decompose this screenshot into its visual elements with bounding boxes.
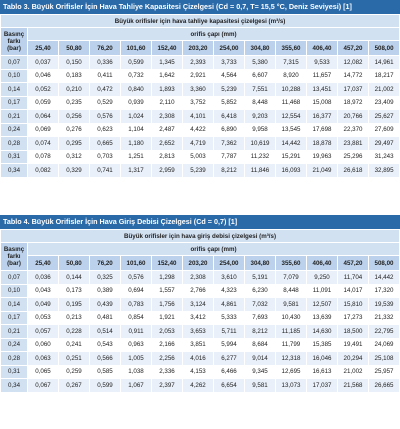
- column-header: 203,20: [183, 256, 214, 271]
- value-cell: 18,500: [338, 325, 369, 339]
- value-cell: 12,318: [276, 352, 307, 366]
- pressure-cell: 0,31: [1, 150, 28, 164]
- value-cell: 20,294: [338, 352, 369, 366]
- value-cell: 0,228: [59, 325, 90, 339]
- value-cell: 7,032: [245, 298, 276, 312]
- value-cell: 5,711: [214, 325, 245, 339]
- value-cell: 21,002: [338, 365, 369, 379]
- table-row: [1, 284, 400, 298]
- value-cell: 0,036: [28, 271, 59, 285]
- value-cell: 0,150: [59, 56, 90, 70]
- column-header: 304,80: [245, 41, 276, 56]
- value-cell: 7,315: [276, 56, 307, 70]
- value-cell: 2,308: [152, 110, 183, 124]
- value-cell: 0,963: [121, 338, 152, 352]
- table-caption: Tablo 4. Büyük Orifisler İçin Hava Giriş Debisi Çizelgesi (Cd = 0,7) [1]: [0, 215, 400, 229]
- value-cell: 3,851: [183, 338, 214, 352]
- value-cell: 0,074: [28, 137, 59, 151]
- column-header: 355,60: [276, 256, 307, 271]
- value-cell: 0,057: [28, 325, 59, 339]
- value-cell: 21,002: [369, 83, 400, 97]
- value-cell: 9,345: [245, 365, 276, 379]
- value-cell: 1,921: [152, 311, 183, 325]
- value-cell: 0,911: [121, 325, 152, 339]
- column-header: 25,40: [28, 256, 59, 271]
- table-row: [1, 271, 400, 285]
- column-header: 457,20: [338, 41, 369, 56]
- value-cell: 10,430: [276, 311, 307, 325]
- value-cell: 0,312: [59, 150, 90, 164]
- value-cell: 1,756: [152, 298, 183, 312]
- value-cell: 14,017: [338, 284, 369, 298]
- value-cell: 0,060: [28, 338, 59, 352]
- value-cell: 24,069: [369, 338, 400, 352]
- value-cell: 15,810: [338, 298, 369, 312]
- value-cell: 2,959: [152, 164, 183, 178]
- value-cell: 0,585: [90, 365, 121, 379]
- value-cell: 4,016: [183, 352, 214, 366]
- value-cell: 0,241: [59, 338, 90, 352]
- value-cell: 5,003: [183, 150, 214, 164]
- value-cell: 11,232: [245, 150, 276, 164]
- column-header: 355,60: [276, 41, 307, 56]
- value-cell: 0,623: [90, 123, 121, 137]
- value-cell: 1,180: [121, 137, 152, 151]
- value-cell: 15,385: [307, 338, 338, 352]
- value-cell: 18,878: [307, 137, 338, 151]
- value-cell: 12,695: [276, 365, 307, 379]
- table-row: [1, 325, 400, 339]
- value-cell: 0,389: [90, 284, 121, 298]
- value-cell: 21,049: [307, 164, 338, 178]
- value-cell: 0,043: [28, 284, 59, 298]
- value-cell: 3,360: [183, 83, 214, 97]
- value-cell: 17,037: [307, 379, 338, 393]
- value-cell: 3,412: [183, 311, 214, 325]
- pressure-cell: 0,17: [1, 96, 28, 110]
- air-discharge-table: [0, 14, 400, 178]
- pressure-cell: 0,10: [1, 284, 28, 298]
- pressure-cell: 0,10: [1, 69, 28, 83]
- column-header: 50,80: [59, 256, 90, 271]
- value-cell: 16,046: [307, 352, 338, 366]
- value-cell: 0,840: [121, 83, 152, 97]
- table-row: [1, 352, 400, 366]
- pressure-cell: 0,21: [1, 110, 28, 124]
- value-cell: 9,533: [307, 56, 338, 70]
- value-cell: 10,288: [276, 83, 307, 97]
- value-cell: 19,539: [369, 298, 400, 312]
- value-cell: 6,418: [214, 110, 245, 124]
- column-header: 254,00: [214, 256, 245, 271]
- value-cell: 0,267: [59, 379, 90, 393]
- value-cell: 4,101: [183, 110, 214, 124]
- value-cell: 9,250: [307, 271, 338, 285]
- value-cell: 0,173: [59, 284, 90, 298]
- column-header: 203,20: [183, 41, 214, 56]
- pressure-cell: 0,14: [1, 298, 28, 312]
- value-cell: 7,787: [214, 150, 245, 164]
- value-cell: 14,630: [307, 325, 338, 339]
- column-headers: [1, 256, 400, 271]
- value-cell: 0,251: [59, 352, 90, 366]
- value-cell: 1,298: [152, 271, 183, 285]
- pressure-cell: 0,07: [1, 271, 28, 285]
- value-cell: 0,259: [59, 365, 90, 379]
- value-cell: 5,239: [183, 164, 214, 178]
- value-cell: 0,325: [90, 271, 121, 285]
- value-cell: 0,472: [90, 83, 121, 97]
- value-cell: 15,291: [276, 150, 307, 164]
- value-cell: 6,230: [245, 284, 276, 298]
- column-header: 152,40: [152, 41, 183, 56]
- value-cell: 2,166: [152, 338, 183, 352]
- value-cell: 7,362: [214, 137, 245, 151]
- table-row: [1, 137, 400, 151]
- row-header-pressure: Basınç farkı (bar): [1, 28, 28, 56]
- value-cell: 23,409: [369, 96, 400, 110]
- value-cell: 1,893: [152, 83, 183, 97]
- value-cell: 6,654: [214, 379, 245, 393]
- value-cell: 2,336: [152, 365, 183, 379]
- value-cell: 14,442: [276, 137, 307, 151]
- value-cell: 12,082: [338, 56, 369, 70]
- value-cell: 31,243: [369, 150, 400, 164]
- value-cell: 2,308: [183, 271, 214, 285]
- value-cell: 0,703: [90, 150, 121, 164]
- value-cell: 7,693: [245, 311, 276, 325]
- column-header: 406,40: [307, 256, 338, 271]
- value-cell: 8,920: [276, 69, 307, 83]
- value-cell: 6,890: [214, 123, 245, 137]
- value-cell: 0,543: [90, 338, 121, 352]
- value-cell: 21,332: [369, 311, 400, 325]
- column-header: 50,80: [59, 41, 90, 56]
- value-cell: 0,939: [121, 96, 152, 110]
- value-cell: 11,704: [338, 271, 369, 285]
- value-cell: 14,772: [338, 69, 369, 83]
- value-cell: 9,958: [245, 123, 276, 137]
- table-row: [1, 150, 400, 164]
- value-cell: 4,719: [183, 137, 214, 151]
- value-cell: 19,491: [338, 338, 369, 352]
- pressure-cell: 0,31: [1, 365, 28, 379]
- value-cell: 9,581: [276, 298, 307, 312]
- value-cell: 8,448: [245, 96, 276, 110]
- value-cell: 0,665: [90, 137, 121, 151]
- value-cell: 0,439: [90, 298, 121, 312]
- value-cell: 13,451: [307, 83, 338, 97]
- value-cell: 18,972: [338, 96, 369, 110]
- value-cell: 0,053: [28, 311, 59, 325]
- pressure-cell: 0,34: [1, 164, 28, 178]
- table-row: [1, 298, 400, 312]
- pressure-cell: 0,34: [1, 379, 28, 393]
- value-cell: 0,411: [90, 69, 121, 83]
- pressure-cell: 0,24: [1, 338, 28, 352]
- value-cell: 5,239: [214, 83, 245, 97]
- air-discharge-table-block: [0, 0, 400, 178]
- value-cell: 14,442: [369, 271, 400, 285]
- table-row: [1, 338, 400, 352]
- pressure-cell: 0,07: [1, 56, 28, 70]
- column-header: 101,60: [121, 41, 152, 56]
- value-cell: 1,557: [152, 284, 183, 298]
- column-header: 304,80: [245, 256, 276, 271]
- value-cell: 10,619: [245, 137, 276, 151]
- value-cell: 2,813: [152, 150, 183, 164]
- value-cell: 0,064: [28, 110, 59, 124]
- value-cell: 5,380: [245, 56, 276, 70]
- value-cell: 3,752: [183, 96, 214, 110]
- value-cell: 2,487: [152, 123, 183, 137]
- value-cell: 2,256: [152, 352, 183, 366]
- value-cell: 0,052: [28, 83, 59, 97]
- value-cell: 13,639: [307, 311, 338, 325]
- value-cell: 6,466: [214, 365, 245, 379]
- value-cell: 0,065: [28, 365, 59, 379]
- value-cell: 4,422: [183, 123, 214, 137]
- pressure-cell: 0,21: [1, 325, 28, 339]
- value-cell: 0,183: [59, 69, 90, 83]
- value-cell: 14,961: [369, 56, 400, 70]
- table-row: [1, 123, 400, 137]
- table-row: [1, 69, 400, 83]
- pressure-cell: 0,24: [1, 123, 28, 137]
- value-cell: 22,370: [338, 123, 369, 137]
- value-cell: 5,333: [214, 311, 245, 325]
- value-cell: 21,568: [338, 379, 369, 393]
- value-cell: 1,317: [121, 164, 152, 178]
- value-cell: 25,108: [369, 352, 400, 366]
- value-cell: 20,766: [338, 110, 369, 124]
- value-cell: 0,144: [59, 271, 90, 285]
- value-cell: 0,059: [28, 96, 59, 110]
- value-cell: 17,320: [369, 284, 400, 298]
- value-cell: 0,235: [59, 96, 90, 110]
- value-cell: 13,545: [276, 123, 307, 137]
- value-cell: 0,576: [121, 271, 152, 285]
- value-cell: 0,063: [28, 352, 59, 366]
- value-cell: 32,895: [369, 164, 400, 178]
- value-cell: 0,037: [28, 56, 59, 70]
- value-cell: 4,861: [214, 298, 245, 312]
- value-cell: 2,921: [183, 69, 214, 83]
- value-cell: 1,345: [152, 56, 183, 70]
- column-header: 101,60: [121, 256, 152, 271]
- value-cell: 1,251: [121, 150, 152, 164]
- value-cell: 2,766: [183, 284, 214, 298]
- value-cell: 4,262: [183, 379, 214, 393]
- value-cell: 12,554: [276, 110, 307, 124]
- value-cell: 7,551: [245, 83, 276, 97]
- value-cell: 0,566: [90, 352, 121, 366]
- column-header: 25,40: [28, 41, 59, 56]
- table-row: [1, 96, 400, 110]
- value-cell: 26,665: [369, 379, 400, 393]
- value-cell: 1,067: [121, 379, 152, 393]
- column-header: 406,40: [307, 41, 338, 56]
- value-cell: 3,124: [183, 298, 214, 312]
- value-cell: 1,038: [121, 365, 152, 379]
- value-cell: 0,854: [121, 311, 152, 325]
- value-cell: 0,046: [28, 69, 59, 83]
- air-inflow-table: [0, 229, 400, 393]
- value-cell: 0,694: [121, 284, 152, 298]
- value-cell: 18,217: [369, 69, 400, 83]
- value-cell: 0,082: [28, 164, 59, 178]
- table-row: [1, 56, 400, 70]
- table-body: [1, 271, 400, 393]
- value-cell: 9,203: [245, 110, 276, 124]
- table-row: [1, 164, 400, 178]
- value-cell: 4,564: [214, 69, 245, 83]
- value-cell: 9,014: [245, 352, 276, 366]
- row-header-pressure: Basınç farkı (bar): [1, 243, 28, 271]
- table-row: [1, 83, 400, 97]
- value-cell: 3,610: [214, 271, 245, 285]
- value-cell: 0,599: [121, 56, 152, 70]
- value-cell: 2,397: [152, 379, 183, 393]
- table-row: [1, 311, 400, 325]
- table-row: [1, 365, 400, 379]
- value-cell: 16,093: [276, 164, 307, 178]
- value-cell: 8,448: [276, 284, 307, 298]
- value-cell: 5,852: [214, 96, 245, 110]
- value-cell: 16,613: [307, 365, 338, 379]
- value-cell: 9,581: [245, 379, 276, 393]
- value-cell: 4,153: [183, 365, 214, 379]
- air-inflow-table-block: [0, 215, 400, 393]
- col-group-header: orifis çapı (mm): [28, 243, 400, 256]
- column-header: 457,20: [338, 256, 369, 271]
- value-cell: 19,963: [307, 150, 338, 164]
- value-cell: 0,481: [90, 311, 121, 325]
- value-cell: 25,627: [369, 110, 400, 124]
- value-cell: 25,957: [369, 365, 400, 379]
- value-cell: 29,497: [369, 137, 400, 151]
- value-cell: 23,881: [338, 137, 369, 151]
- value-cell: 6,277: [214, 352, 245, 366]
- value-cell: 0,514: [90, 325, 121, 339]
- value-cell: 11,468: [276, 96, 307, 110]
- column-header: 508,00: [369, 41, 400, 56]
- value-cell: 0,741: [90, 164, 121, 178]
- column-headers: [1, 41, 400, 56]
- value-cell: 17,698: [307, 123, 338, 137]
- pressure-cell: 0,28: [1, 137, 28, 151]
- value-cell: 1,104: [121, 123, 152, 137]
- column-header: 508,00: [369, 256, 400, 271]
- value-cell: 6,607: [245, 69, 276, 83]
- value-cell: 11,799: [276, 338, 307, 352]
- value-cell: 13,073: [276, 379, 307, 393]
- value-cell: 0,336: [90, 56, 121, 70]
- column-header: 254,00: [214, 41, 245, 56]
- value-cell: 8,212: [214, 164, 245, 178]
- value-cell: 27,609: [369, 123, 400, 137]
- pressure-cell: 0,28: [1, 352, 28, 366]
- value-cell: 2,053: [152, 325, 183, 339]
- value-cell: 5,191: [245, 271, 276, 285]
- value-cell: 0,069: [28, 123, 59, 137]
- value-cell: 11,091: [307, 284, 338, 298]
- column-header: 76,20: [90, 41, 121, 56]
- pressure-cell: 0,14: [1, 83, 28, 97]
- table-body: [1, 56, 400, 178]
- value-cell: 0,529: [90, 96, 121, 110]
- value-cell: 0,295: [59, 137, 90, 151]
- value-cell: 0,210: [59, 83, 90, 97]
- pressure-cell: 0,17: [1, 311, 28, 325]
- value-cell: 0,213: [59, 311, 90, 325]
- value-cell: 0,067: [28, 379, 59, 393]
- value-cell: 1,642: [152, 69, 183, 83]
- value-cell: 0,276: [59, 123, 90, 137]
- value-cell: 0,576: [90, 110, 121, 124]
- value-cell: 1,005: [121, 352, 152, 366]
- column-header: 152,40: [152, 256, 183, 271]
- value-cell: 0,256: [59, 110, 90, 124]
- table-row: [1, 379, 400, 393]
- value-cell: 0,049: [28, 298, 59, 312]
- value-cell: 15,008: [307, 96, 338, 110]
- value-cell: 5,994: [214, 338, 245, 352]
- value-cell: 26,618: [338, 164, 369, 178]
- value-cell: 7,079: [276, 271, 307, 285]
- value-cell: 0,195: [59, 298, 90, 312]
- value-cell: 22,795: [369, 325, 400, 339]
- value-cell: 16,377: [307, 110, 338, 124]
- col-group-header: orifis çapı (mm): [28, 28, 400, 41]
- value-cell: 25,296: [338, 150, 369, 164]
- value-cell: 2,393: [183, 56, 214, 70]
- value-cell: 0,599: [90, 379, 121, 393]
- value-cell: 17,037: [338, 83, 369, 97]
- table-caption: Tablo 3. Büyük Orifisler İçin Hava Tahliye Kapasitesi Çizelgesi (Cd = 0,7, T= 15,5 °C, Deniz Seviyesi) [1]: [0, 0, 400, 14]
- value-cell: 2,652: [152, 137, 183, 151]
- value-cell: 12,507: [307, 298, 338, 312]
- value-cell: 3,733: [214, 56, 245, 70]
- value-cell: 2,110: [152, 96, 183, 110]
- table-subtitle: Büyük orifisler için hava giriş debisi çizelgesi (m³/s): [1, 230, 400, 243]
- value-cell: 11,657: [307, 69, 338, 83]
- value-cell: 0,078: [28, 150, 59, 164]
- value-cell: 4,323: [214, 284, 245, 298]
- value-cell: 11,846: [245, 164, 276, 178]
- value-cell: 1,024: [121, 110, 152, 124]
- value-cell: 0,329: [59, 164, 90, 178]
- value-cell: 3,653: [183, 325, 214, 339]
- table-row: [1, 110, 400, 124]
- value-cell: 0,783: [121, 298, 152, 312]
- value-cell: 0,732: [121, 69, 152, 83]
- value-cell: 8,212: [245, 325, 276, 339]
- value-cell: 11,185: [276, 325, 307, 339]
- column-header: 76,20: [90, 256, 121, 271]
- value-cell: 17,273: [338, 311, 369, 325]
- table-subtitle: Büyük orifisler için hava tahliye kapasitesi çizelgesi (m³/s): [1, 15, 400, 28]
- value-cell: 8,684: [245, 338, 276, 352]
